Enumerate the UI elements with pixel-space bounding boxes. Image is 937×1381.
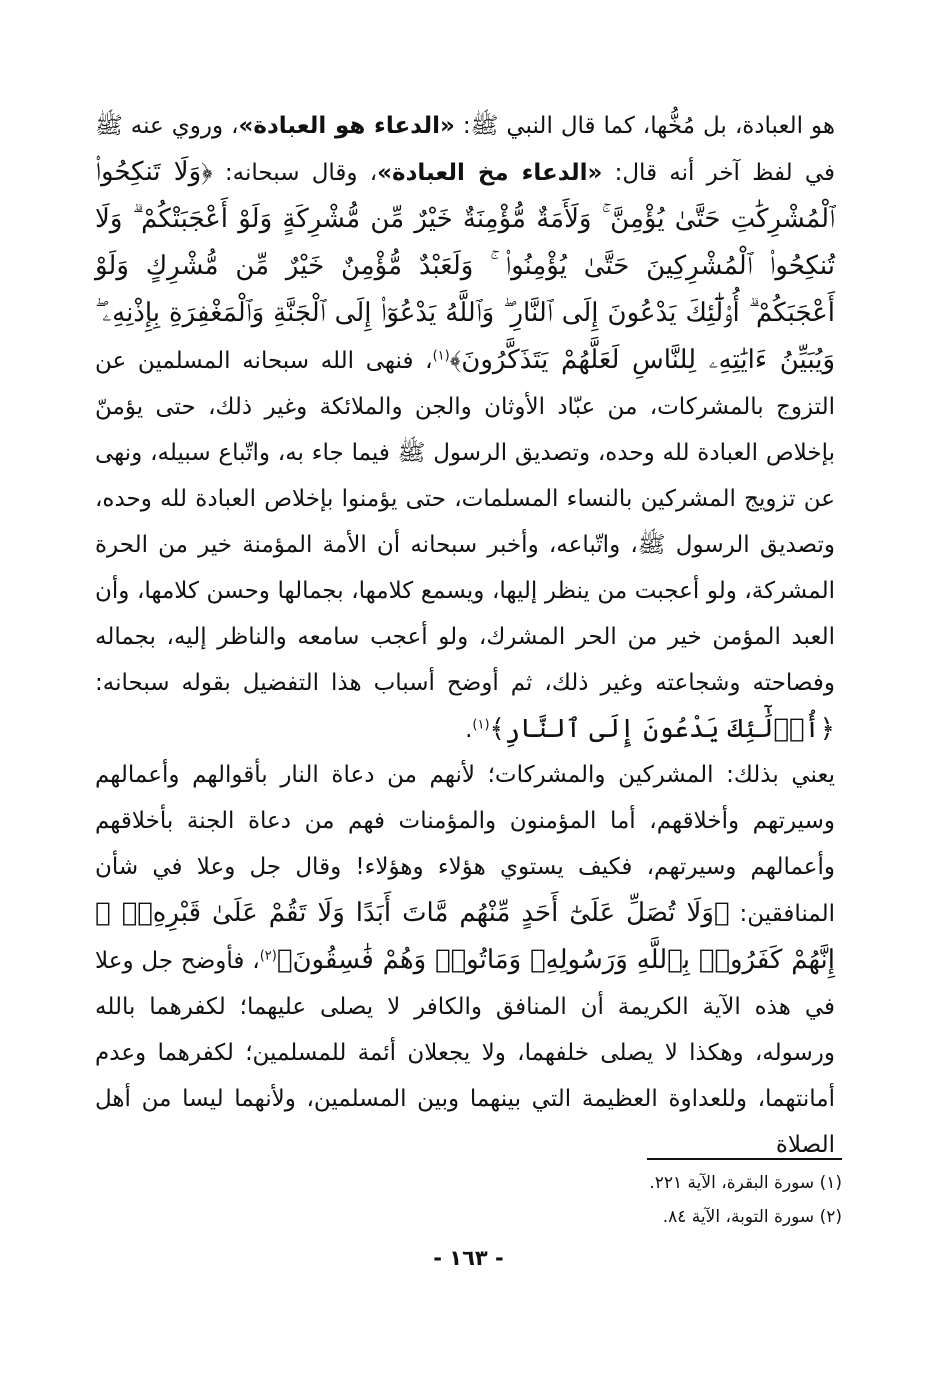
paragraph-1-text-2: ، وروي عنه ﷺ في لفظ آخر أنه قال: (95, 113, 836, 186)
paragraph-2-text-2: ، فأوضح جل وعلا في هذه الآية الكريمة أن المنافق والكافر لا يصلى عليهما؛ لكفرهما بالله ورسوله، وهكذا لا يصلى خلفهما، ولا يجعلان أئمة للمسلمين؛ لكفرهما وعدم أمانتهما، وللعداوة العظيمة التي بينهما وبين المسلمين، ولأنهما ليسا من أهل الصلاة (95, 948, 835, 1158)
paragraph-1-text-1: هو العبادة، بل مُخُّها، كما قال النبي ﷺ: (454, 113, 835, 139)
paragraph-1-text-3: ، وقال سبحانه: (212, 160, 378, 186)
footnote-ref-2: (٢) (259, 948, 277, 964)
paragraph-2 (95, 752, 835, 1168)
quran-verse-baqarah-221: ﴿وَلَا تَنكِحُوا۟ ٱلْمُشْرِكَٰتِ حَتَّىٰ يُؤْمِنَّ ۚ وَلَأَمَةٌ مُّؤْمِنَةٌ خَيْرٌ مِّن مُّشْرِكَةٍ وَلَوْ أَعْجَبَتْكُمْ ۗ وَلَا تُنكِحُوا۟ ٱلْمُشْرِكِينَ حَتَّىٰ يُؤْمِنُوا۟ ۚ وَلَعَبْدٌ مُّؤْمِنٌ خَيْرٌ مِّن مُّشْرِكٍ وَلَوْ أَعْجَبَكُمْ ۗ أُو۟لَٰٓئِكَ يَدْعُونَ إِلَى ٱلنَّارِ ۖ وَٱللَّهُ يَدْعُوٓا۟ إِلَى ٱلْجَنَّةِ وَٱلْمَغْفِرَةِ بِإِذْنِهِۦ ۖ وَيُبَيِّنُ ءَايَٰتِهِۦ لِلنَّاسِ لَعَلَّهُمْ يَتَذَكَّرُونَ﴾ (95, 157, 835, 375)
paragraph-1-text-4: ، فنهى الله سبحانه المسلمين عن التزوج بالمشركات، من عبّاد الأوثان والجن والملائكة وغير ذلك، حتى يؤمنّ بإخلاص العبادة لله وحده، وتصديق الرسول ﷺ فيما جاء به، واتّباع سبيله، ونهى عن تزويج المشركين بالنساء المسلمات، حتى يؤمنوا بإخلاص العبادة لله وحده، وتصديق الرسول ﷺ، واتّباعه، وأخبر سبحانه أن الأمة المؤمنة خير من الحرة المشركة، ولو أعجبت من ينظر إليها، ويسمع كلامها، بجمالها وحسن كلامها، وأن العبد المؤمن خير من الحر المشرك، ولو أعجب سامعه والناظر إليه، بجماله وفصاحته وشجاعته وغير ذلك، ثم أوضح أسباب هذا التفضيل بقوله سبحانه: (95, 348, 835, 696)
paragraph-1-text-5: . (465, 717, 473, 743)
footnote-2: (٢) سورة التوبة، الآية ٨٤. (662, 1207, 842, 1227)
footnote-divider (647, 1158, 842, 1160)
hadith-quote-1: «الدعاء هو العبادة» (238, 113, 455, 139)
paragraph-2-text-1: يعني بذلك: المشركين والمشركات؛ لأنهم من دعاة النار بأقوالهم وأعمالهم وسيرتهم وأخلاقهم، أما المؤمنون والمؤمنات فهم من دعاة الجنة بأخلاقهم وأعمالهم وسيرتهم، فكيف يستوي هؤلاء وهؤلاء! وقال جل وعلا في شأن المنافقين: (95, 762, 836, 927)
paragraph-1 (95, 103, 835, 753)
quran-verse-excerpt: ﴿أُو۟لَٰٓئِكَ يَدْعُونَ إِلَى ٱلنَّارِ﴾ (489, 714, 835, 744)
page-number: - ١٦٣ - (433, 1246, 504, 1270)
footnotes (442, 1166, 842, 1234)
quran-verse-tawbah-84: ﴿وَلَا تُصَلِّ عَلَىٰٓ أَحَدٍ مِّنْهُم مَّاتَ أَبَدًا وَلَا تَقُمْ عَلَىٰ قَبْرِهِۦٓ ۖ إِنَّهُمْ كَفَرُوا۟ بِٱللَّهِ وَرَسُولِهِۦ وَمَاتُوا۟ وَهُمْ فَٰسِقُونَ﴾ (95, 898, 835, 975)
hadith-quote-2: «الدعاء مخ العبادة» (377, 160, 603, 186)
footnote-ref-1: (١) (432, 348, 450, 364)
footnote-ref-1b: (١) (472, 717, 490, 733)
footnote-1: (١) سورة البقرة، الآية ٢٢١. (649, 1173, 842, 1193)
